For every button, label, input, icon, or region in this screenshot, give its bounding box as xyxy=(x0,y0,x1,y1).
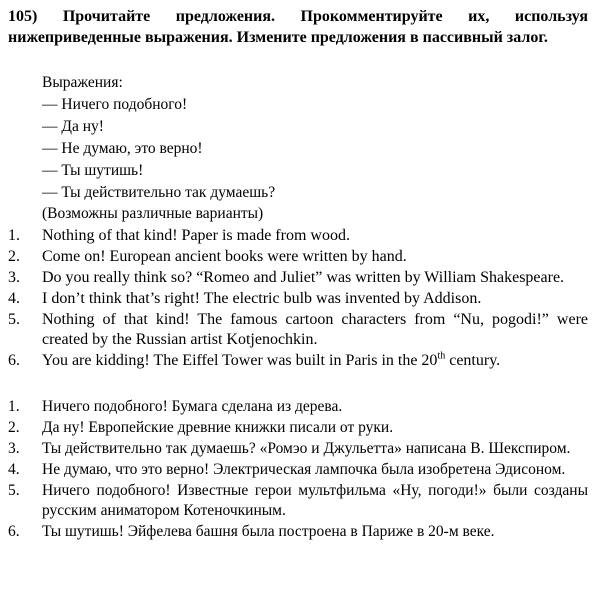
item-text: Да ну! Европейские древние книжки писали от руки. xyxy=(42,419,394,436)
item-number: 2. xyxy=(8,419,20,436)
item-number: 5. xyxy=(8,482,20,499)
task-heading: 105) Прочитайте предложения. Прокомментируйте их, используя нижеприведенные выражения. Измените предложения в пассивный залог. xyxy=(8,8,588,46)
item-text: Do you really think so? “Romeo and Juliet” was written by William Shakespeare. xyxy=(42,269,565,286)
list-item xyxy=(8,247,588,267)
list-item xyxy=(8,289,588,309)
item-number: 4. xyxy=(8,290,20,307)
list-item xyxy=(8,418,588,438)
item-text: Ничего подобного! Бумага сделана из дерева. xyxy=(42,398,343,415)
expressions-heading: Выражения: xyxy=(42,74,123,91)
item-number: 3. xyxy=(8,269,20,286)
expression-item: — Ничего подобного! xyxy=(42,96,188,113)
list-item xyxy=(8,310,588,350)
list-item xyxy=(8,397,588,417)
list-item xyxy=(8,481,588,521)
item-number: 5. xyxy=(8,311,20,328)
item-text: Не думаю, что это верно! Электрическая лампочка была изобретена Эдисоном. xyxy=(42,461,566,478)
expressions-block xyxy=(42,72,275,204)
list-item xyxy=(8,522,588,542)
expression-item: — Да ну! xyxy=(42,118,104,135)
expression-item: — Ты шутишь! xyxy=(42,162,144,179)
item-number: 1. xyxy=(8,227,20,244)
expression-item: — Не думаю, это верно! xyxy=(42,140,203,157)
russian-answers-list xyxy=(8,397,588,543)
item-text: Come on! European ancient books were written by hand. xyxy=(42,248,407,265)
list-item xyxy=(8,439,588,459)
item-number: 6. xyxy=(8,523,20,540)
item-text xyxy=(42,351,588,371)
expression-item: — Ты действительно так думаешь? xyxy=(42,184,276,201)
item-number: 6. xyxy=(8,352,20,369)
list-item xyxy=(8,351,588,371)
item-text: Nothing of that kind! Paper is made from wood. xyxy=(42,227,350,244)
english-answers-list xyxy=(8,226,588,378)
item-text: Ты шутишь! Эйфелева башня была построена в Париже в 20-м веке. xyxy=(42,523,495,540)
list-item xyxy=(8,460,588,480)
list-item xyxy=(8,226,588,246)
item-number: 1. xyxy=(8,398,20,415)
item-text: I don’t think that’s right! The electric bulb was invented by Addison. xyxy=(42,290,482,307)
item-number: 4. xyxy=(8,461,20,478)
item-text-after: century. xyxy=(445,352,501,369)
item-text: Nothing of that kind! The famous cartoon characters from “Nu, pogodi!” were created by the Russian artist Kotjenochkin. xyxy=(42,311,588,348)
item-text-before: You are kidding! The Eiffel Tower was built in Paris in the 20 xyxy=(42,352,438,369)
ordinal-suffix: th xyxy=(437,350,446,362)
item-number: 2. xyxy=(8,248,20,265)
list-item xyxy=(8,268,588,288)
item-text: Ты действительно так думаешь? «Ромэо и Джульетта» написана В. Шекспиром. xyxy=(42,440,571,457)
variants-note: (Возможны различные варианты) xyxy=(42,205,264,222)
item-number: 3. xyxy=(8,440,20,457)
item-text: Ничего подобного! Известные герои мультфильма «Ну, погоди!» были созданы русским аниматором Котеночкиным. xyxy=(42,482,588,519)
